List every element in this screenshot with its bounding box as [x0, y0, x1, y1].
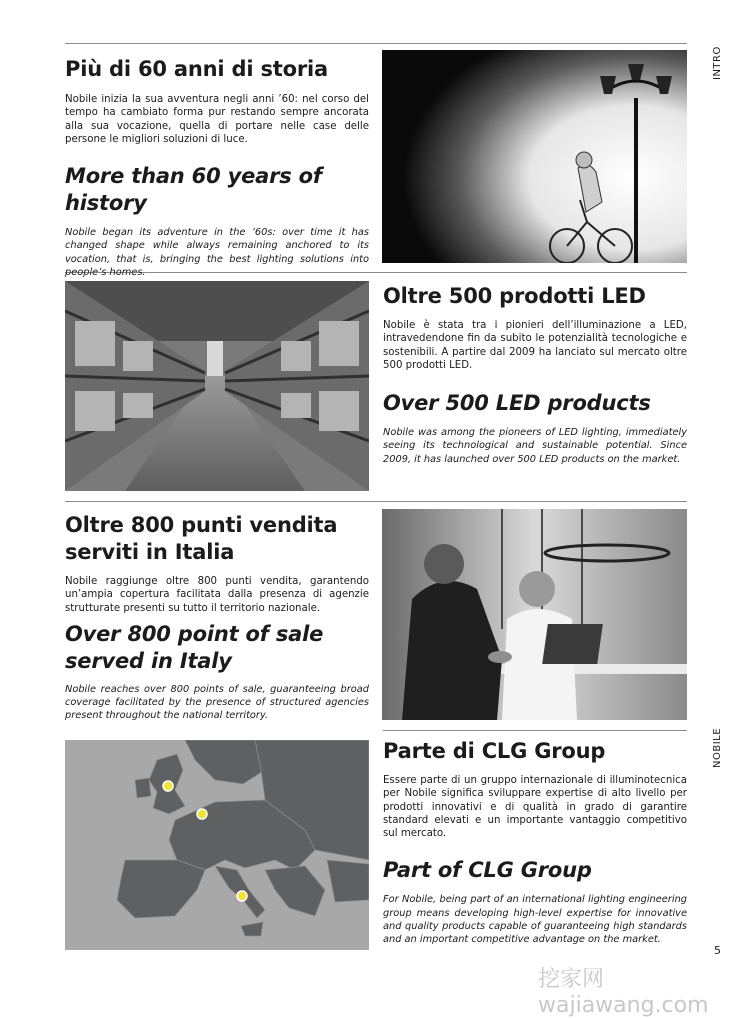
title-history-it: Più di 60 anni di storia: [65, 57, 328, 81]
photo-street-lamp: [382, 50, 687, 263]
body-clg-it: Essere parte di un gruppo internazionale di illuminotecnica per Nobile significa sviluppare expertise di alto livello per prodotti innovativi e di qualità in grado di garantire standard elevati e un importante vantaggio competitivo sul mercato.: [383, 775, 687, 840]
body-history-it: Nobile inizia la sua avventura negli anni ’60: nel corso del tempo ha cambiato forma pur restando sempre ancorata alla sua vocazione, quella di portare nelle case delle persone le migliori soluzioni di luce.: [65, 94, 369, 145]
photo-warehouse: [65, 281, 369, 491]
title-led-en: Over 500 LED products: [383, 391, 651, 416]
side-label-intro: INTRO: [712, 46, 723, 80]
title-clg-it: Parte di CLG Group: [383, 739, 606, 763]
side-label-nobile: NOBILE: [712, 727, 723, 768]
section-clg-text: [383, 738, 687, 947]
body-sales-it: Nobile raggiunge oltre 800 punti vendita, garantendo un’ampia copertura facilitata dalla presenza di agenzie strutturate presenti su tutto il territorio nazionale.: [65, 576, 369, 614]
section-sales-text: [65, 512, 369, 723]
section-led-text: [383, 283, 687, 466]
rule-4: [383, 730, 687, 731]
section-history-text: [65, 56, 369, 279]
photo-handshake: [382, 509, 687, 720]
rule-3: [65, 501, 687, 502]
title-sales-it: Oltre 800 punti vendita serviti in Italia: [65, 513, 338, 564]
title-clg-en: Part of CLG Group: [383, 858, 592, 883]
title-led-it: Oltre 500 prodotti LED: [383, 284, 646, 308]
page-number: 5: [714, 944, 721, 957]
title-history-en: More than 60 years of history: [65, 164, 322, 216]
body-history-en: Nobile began its adventure in the ’60s: over time it has changed shape while always remaining anchored to its vocation, that is, bringing the best lighting solutions into people’s homes.: [65, 227, 369, 279]
body-clg-en: For Nobile, being part of an international lighting engineering group means developing high-level expertise for innovative and quality products capable of guaranteeing high standards and an important competitive advantage on the market.: [383, 894, 687, 946]
watermark: 挖家网 wajiawang.com: [538, 967, 709, 1018]
body-led-it: Nobile è stata tra i pionieri dell’illuminazione a LED, intravedendone fin da subito le potenzialità tecnologiche e sostenibili. A partire dal 2009 ha lanciato sul mercato oltre 500 prodotti LED.: [383, 320, 687, 371]
title-sales-en: Over 800 point of sale served in Italy: [65, 621, 324, 673]
body-sales-en: Nobile reaches over 800 points of sale, guaranteeing broad coverage facilitated by the presence of structured agencies present throughout the national territory.: [65, 683, 369, 722]
map-europe: [65, 740, 369, 950]
rule-top: [65, 43, 687, 44]
body-led-en: Nobile was among the pioneers of LED lighting, immediately seeing its technological and sustainable potential. Since 2009, it has launched over 500 LED products on the market.: [383, 427, 687, 465]
